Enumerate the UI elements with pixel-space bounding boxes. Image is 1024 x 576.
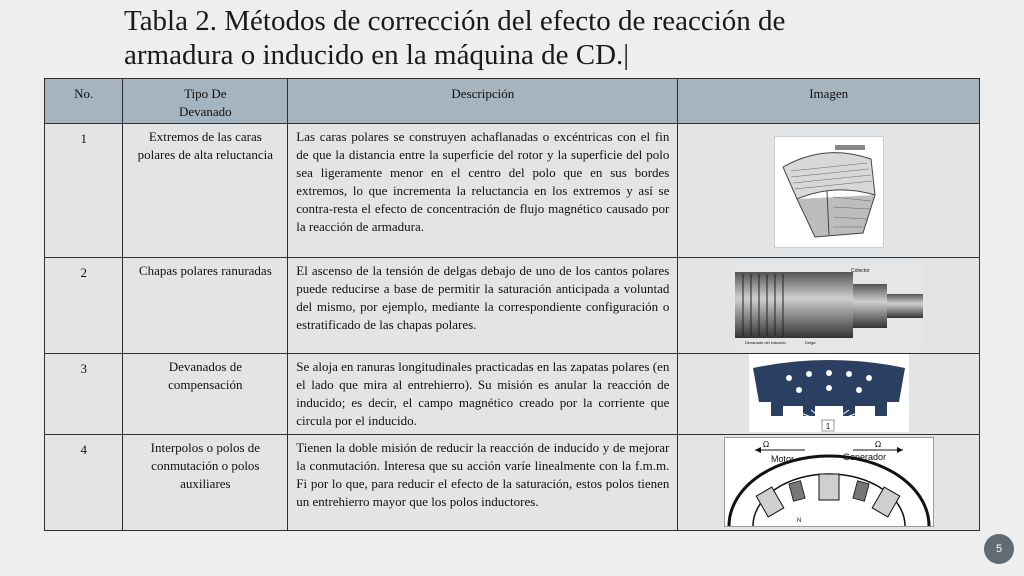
row-descripcion: Tienen la doble misión de reducir la reacción de inducido y de mejorar la conmutación. Interesa que su acción varíe linealmente con la f.m.m. Fi por lo que, para reducir el efecto de la saturación, estos polos tienen un entrehierro mayor que los polos inductores.: [288, 435, 678, 531]
row-descripcion: Las caras polares se construyen achaflanadas o excéntricas con el fin de que la distancia entre la superficie del rotor y la superficie del polo sea ligeramente menor en el centro del polo que en sus bordes extremos, lo que incrementa la reluctancia en los extremos y así se contra-resta el efecto de concentración de flujo magnético causado por la reacción de armadura.: [288, 124, 678, 258]
pole-face-sketch-icon: [774, 136, 884, 248]
row-image-cell: [678, 124, 980, 258]
armature-label-devanado: Devanado del inducido: [744, 340, 786, 345]
armature-photo-icon: [735, 264, 923, 348]
page-number-badge: 5: [984, 534, 1014, 564]
header-descripcion: Descripción: [288, 79, 678, 124]
row-descripcion: El ascenso de la tensión de delgas debajo de uno de los cantos polares puede reducirse a base de permitir la saturación anticipada a voluntad del mismo, por ejemplo, mediante la correspondiente configuración o estratificado de las chapas polares.: [288, 258, 678, 354]
header-tipo: Tipo De Devanado: [123, 79, 288, 124]
table-row: [45, 435, 980, 531]
row-descripcion: Se aloja en ranuras longitudinales practicadas en las zapatas polares (en el lado que mira al entrehierro). Su misión es anular la reacción de inducido; es decir, el campo magnético creado por la corriente que circula por el inducido.: [288, 354, 678, 435]
diagram-label-n: N: [796, 518, 802, 524]
slide-title: Tabla 2. Métodos de corrección del efecto de reacción de armadura o inducido en la máquina de CD.|: [124, 5, 786, 71]
row-tipo: Devanados de compensación: [123, 354, 288, 435]
diagram-label-motor: Motor: [770, 454, 794, 464]
row-number: 4: [45, 435, 123, 531]
header-imagen: Imagen: [678, 79, 980, 124]
armature-label-colector: Colector: [850, 268, 870, 274]
diagram-omega-right: Ω: [874, 440, 881, 449]
row-tipo: Chapas polares ranuradas: [123, 258, 288, 354]
row-image-cell: [678, 435, 980, 531]
row-tipo: Interpolos o polos de conmutación o polos auxiliares: [123, 435, 288, 531]
interpole-diagram-icon: [724, 437, 934, 527]
table-header-row: [45, 79, 980, 124]
slotted-pole-photo-icon: [749, 354, 909, 432]
table-row: [45, 124, 980, 258]
methods-table: [44, 78, 980, 531]
row-tipo: Extremos de las caras polares de alta reluctancia: [123, 124, 288, 258]
row-image-cell: [678, 354, 980, 435]
slotted-pole-label: 1: [825, 422, 830, 431]
row-number: 1: [45, 124, 123, 258]
row-number: 3: [45, 354, 123, 435]
row-image-cell: [678, 258, 980, 354]
header-no: No.: [45, 79, 123, 124]
row-number: 2: [45, 258, 123, 354]
armature-label-delga: Delga: [804, 340, 816, 345]
table-row: [45, 354, 980, 435]
diagram-label-generador: Generador: [842, 452, 886, 462]
diagram-omega-left: Ω: [762, 440, 769, 449]
table-row: [45, 258, 980, 354]
